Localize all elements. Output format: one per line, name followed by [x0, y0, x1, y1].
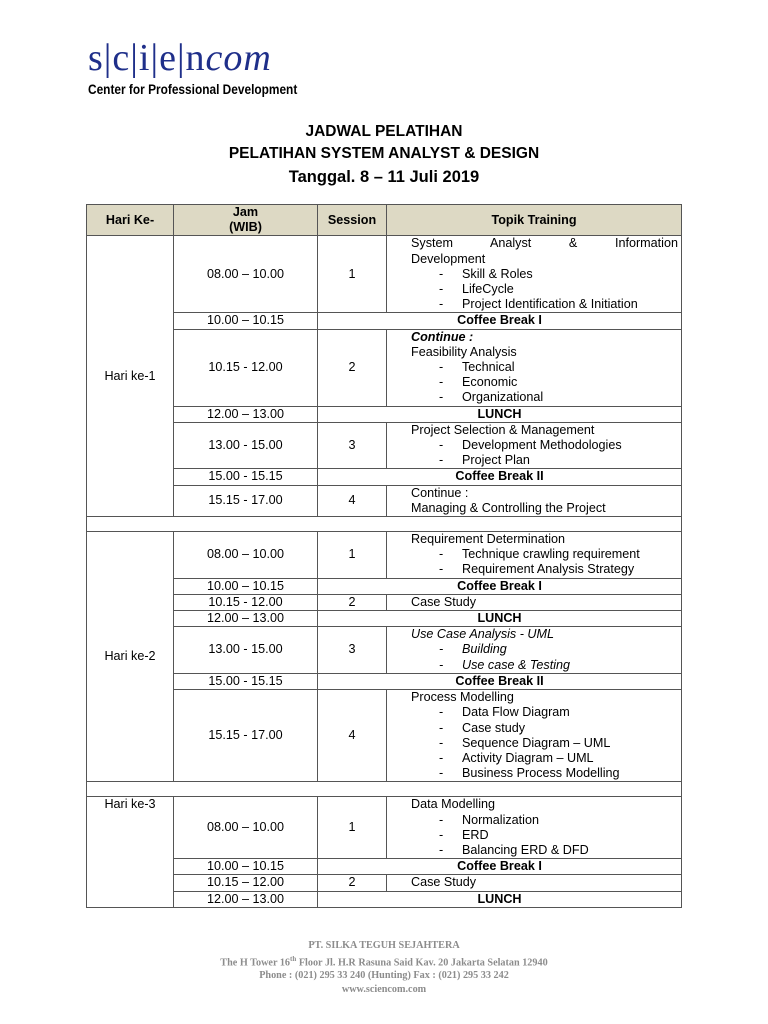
topic-cell: Requirement Determination - Technique crawling requirement - Requirement Analysis Strategy	[387, 532, 682, 579]
time-cell: 15.00 - 15.15	[174, 673, 318, 689]
spacer-row	[87, 782, 682, 797]
day-label: Hari ke-2	[87, 532, 174, 782]
time-cell: 15.00 - 15.15	[174, 469, 318, 485]
session-cell: 1	[318, 797, 387, 859]
day-label: Hari ke-3	[87, 797, 174, 907]
header-hari: Hari Ke-	[87, 205, 174, 236]
lunch-cell: LUNCH	[318, 891, 682, 907]
session-cell: 3	[318, 627, 387, 674]
day-label: Hari ke-1	[87, 236, 174, 517]
break-cell: Coffee Break II	[318, 673, 682, 689]
title-date: Tanggal. 8 – 11 Juli 2019	[288, 168, 480, 186]
lunch-cell: LUNCH	[318, 406, 682, 422]
topic-cell: System Analyst & Information Development - Skill & Roles - LifeCycle - Project Identification & Initiation	[387, 236, 682, 313]
table-row	[87, 859, 682, 875]
session-cell: 1	[318, 532, 387, 579]
time-cell: 10.15 - 12.00	[174, 594, 318, 610]
table-header-row	[87, 205, 682, 236]
topic-cell: Process Modelling - Data Flow Diagram - Case study - Sequence Diagram – UML - Activity Diagram – UML - Business Process Modelling	[387, 690, 682, 782]
break-cell: Coffee Break I	[318, 859, 682, 875]
footer-company: PT. SILKA TEGUH SEJAHTERA	[308, 940, 460, 951]
table-row	[87, 627, 682, 674]
spacer-row	[87, 517, 682, 532]
time-cell: 10.00 – 10.15	[174, 313, 318, 329]
break-cell: Coffee Break II	[318, 469, 682, 485]
time-cell: 10.00 – 10.15	[174, 859, 318, 875]
document-title	[0, 121, 768, 188]
session-cell: 2	[318, 594, 387, 610]
time-cell: 12.00 – 13.00	[174, 891, 318, 907]
lunch-cell: LUNCH	[318, 611, 682, 627]
time-cell: 10.15 - 12.00	[174, 329, 318, 406]
topic-cell: Case Study	[387, 594, 682, 610]
table-row	[87, 690, 682, 782]
table-row	[87, 422, 682, 469]
table-row	[87, 611, 682, 627]
session-cell: 2	[318, 329, 387, 406]
logo-wordmark: s|c|i|e|ncom	[88, 37, 272, 79]
topic-cell: Data Modelling - Normalization - ERD - Balancing ERD & DFD	[387, 797, 682, 859]
break-cell: Coffee Break I	[318, 578, 682, 594]
table-row	[87, 797, 682, 859]
company-logo	[88, 38, 326, 97]
schedule-table	[86, 204, 682, 908]
time-cell: 12.00 – 13.00	[174, 611, 318, 627]
footer-phone: Phone : (021) 295 33 240 (Hunting) Fax : (021) 295 33 242	[259, 970, 509, 982]
break-cell: Coffee Break I	[318, 313, 682, 329]
table-row	[87, 875, 682, 891]
table-row	[87, 594, 682, 610]
topic-cell: Continue : Managing & Controlling the Project	[387, 485, 682, 516]
session-cell: 4	[318, 690, 387, 782]
table-row	[87, 578, 682, 594]
title-line-1: JADWAL PELATIHAN	[305, 123, 463, 140]
time-cell: 08.00 – 10.00	[174, 797, 318, 859]
table-row	[87, 313, 682, 329]
session-cell: 4	[318, 485, 387, 516]
topic-cell: Continue : Feasibility Analysis - Technical - Economic - Organizational	[387, 329, 682, 406]
table-row	[87, 532, 682, 579]
table-row	[87, 236, 682, 313]
table-row	[87, 485, 682, 516]
table-row	[87, 406, 682, 422]
footer-website: www.sciencom.com	[341, 983, 427, 995]
header-session: Session	[318, 205, 387, 236]
table-row	[87, 891, 682, 907]
title-line-2: PELATIHAN SYSTEM ANALYST & DESIGN	[228, 145, 540, 162]
header-jam: Jam (WIB)	[174, 205, 318, 236]
header-topik: Topik Training	[387, 205, 682, 236]
topic-cell: Project Selection & Management - Development Methodologies - Project Plan	[387, 422, 682, 469]
session-cell: 3	[318, 422, 387, 469]
topic-cell: Use Case Analysis - UML - Building - Use case & Testing	[387, 627, 682, 674]
table-row	[87, 673, 682, 689]
topic-cell: Case Study	[387, 875, 682, 891]
time-cell: 15.15 - 17.00	[174, 690, 318, 782]
time-cell: 13.00 - 15.00	[174, 422, 318, 469]
session-cell: 2	[318, 875, 387, 891]
page-footer	[0, 939, 768, 996]
table-row	[87, 329, 682, 406]
time-cell: 08.00 – 10.00	[174, 532, 318, 579]
time-cell: 10.00 – 10.15	[174, 578, 318, 594]
time-cell: 15.15 - 17.00	[174, 485, 318, 516]
time-cell: 12.00 – 13.00	[174, 406, 318, 422]
time-cell: 13.00 - 15.00	[174, 627, 318, 674]
logo-subtitle: Center for Professional Development	[88, 82, 298, 97]
time-cell: 10.15 – 12.00	[174, 875, 318, 891]
table-row	[87, 469, 682, 485]
time-cell: 08.00 – 10.00	[174, 236, 318, 313]
footer-address: The H Tower 16th Floor Jl. H.R Rasuna Said Kav. 20 Jakarta Selatan 12940	[220, 954, 548, 968]
session-cell: 1	[318, 236, 387, 313]
